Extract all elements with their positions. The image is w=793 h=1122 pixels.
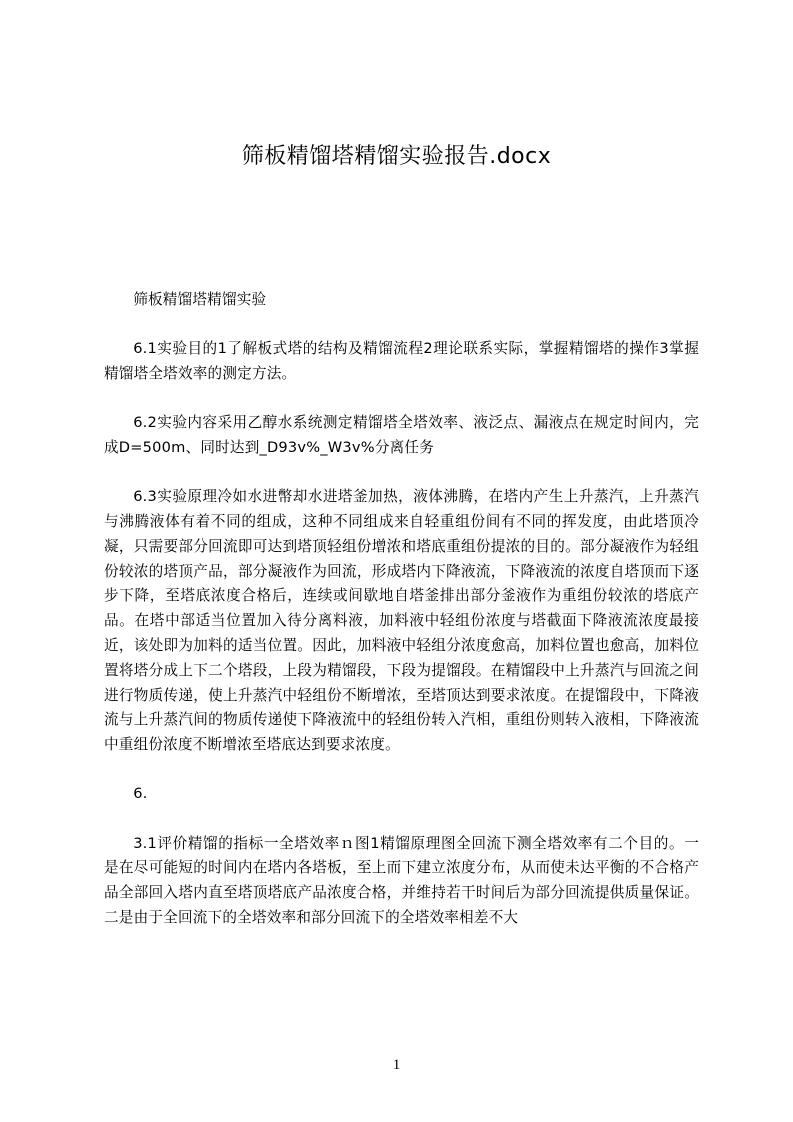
document-body [104,288,699,955]
paragraph-objective: 6.1实验目的1了解板式塔的结构及精馏流程2理论联系实际，掌握精馏塔的操作3掌握精馏塔全塔效率的测定方法。 [104,340,699,382]
paragraph-section-number: 6. [133,785,148,803]
page-number: 1 [392,1057,401,1073]
paragraph-efficiency: 3.1评价精馏的指标一全塔效率ｎ图1精馏原理图全回流下测全塔效率有二个目的。一是在尽可能短的时间内在塔内各塔板，至上而下建立浓度分布，从而使未达平衡的不合格产品全部回入塔内直至塔顶塔底产品浓度合格，并维持若干时间后为部分回流提供质量保证。二是由于全回流下的全塔效率和部分回流下的全塔效率相差不大 [104,834,699,926]
paragraph-content: 6.2实验内容采用乙醇水系统测定精馏塔全塔效率、液泛点、漏液点在规定时间内，完成D=500m、同时达到_D93v%_W3v%分离任务 [104,414,699,456]
paragraph-principle: 6.3实验原理冷如水进幣却水进塔釜加热，液体沸腾，在塔内产生上升蒸汽，上升蒸汽与沸腾液体有着不同的组成，这种不同组成来自轻重组份间有不同的挥发度，由此塔顶冷凝，只需要部分回流即可达到塔顶轻组份增浓和塔底重组份提浓的目的。部分凝液作为轻组份较浓的塔顶产品，部分凝液作为回流，形成塔内下降液流，下降液流的浓度自塔顶而下逐步下降，至塔底浓度合格后，连续或间歇地自塔釜排出部分釜液作为重组份较浓的塔底产品。在塔中部适当位置加入待分离料液，加料液中轻组份浓度与塔截面下降液流浓度最接近，该处即为加料的适当位置。因此，加料液中轻组分浓度愈高，加料位置也愈高，加料位置将塔分成上下二个塔段，上段为精馏段，下段为提馏段。在精馏段中上升蒸汽与回流之间进行物质传递，使上升蒸汽中轻组份不断增浓，至塔顶达到要求浓度。在提馏段中，下降液流与上升蒸汽间的物质传递使下降液流中的轻组份转入汽相，重组份则转入液相，下降液流中重组份浓度不断增浓至塔底达到要求浓度。 [104,488,699,754]
document-title: 筛板精馏塔精馏实验报告.docx [241,144,552,169]
section-heading: 筛板精馏塔精馏实验 [133,291,267,308]
